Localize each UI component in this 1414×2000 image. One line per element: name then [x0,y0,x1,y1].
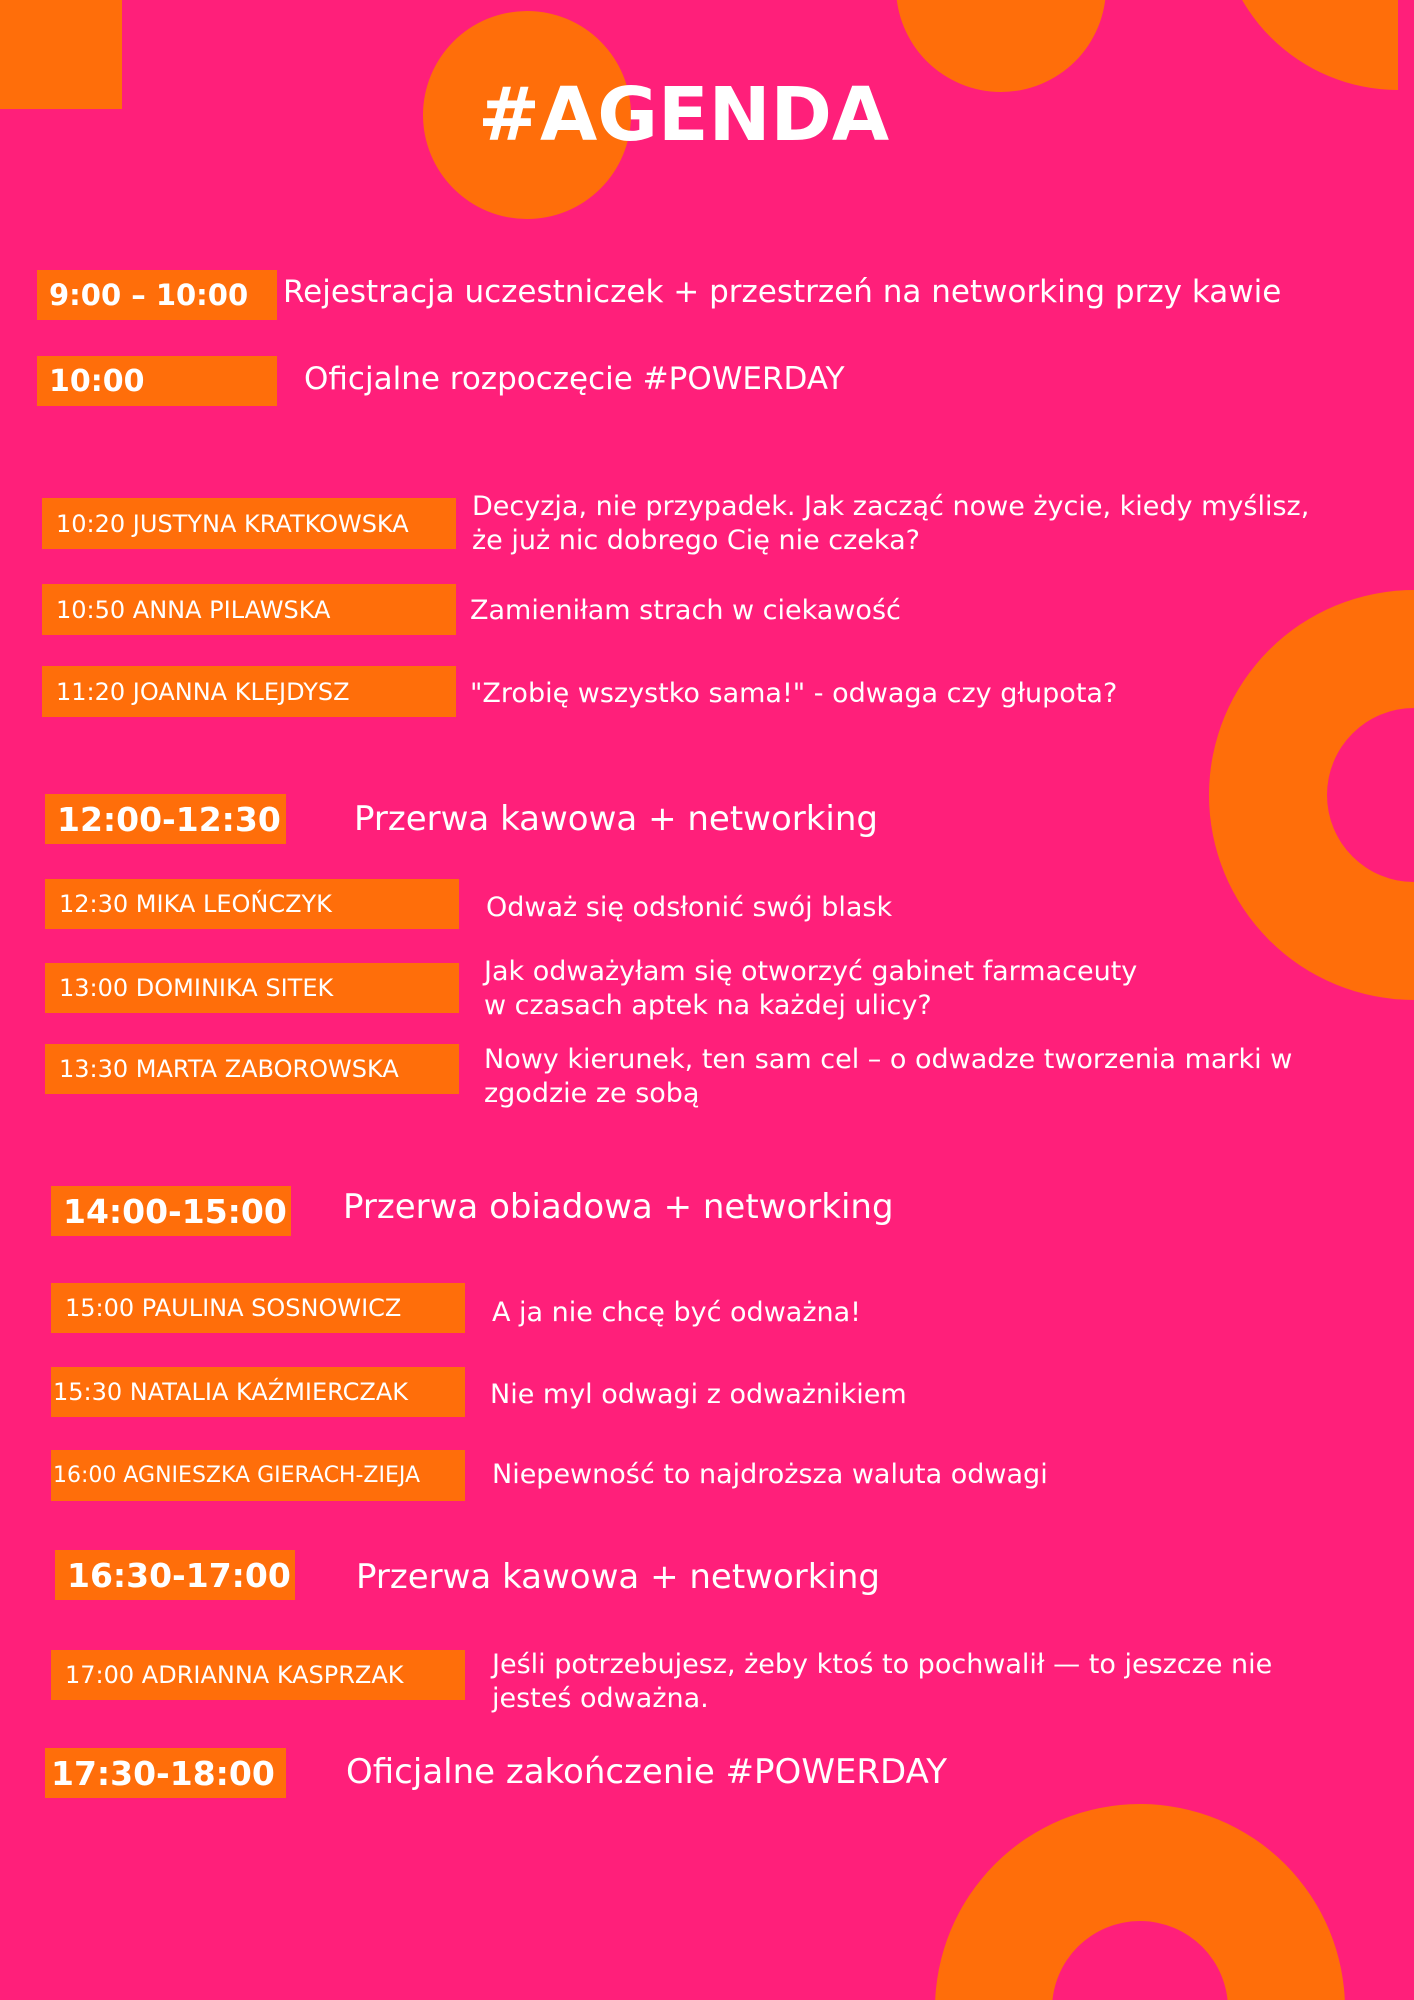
talk-title-line: jesteś odważna. [492,1683,709,1714]
speaker-badge: 10:50 ANNA PILAWSKA [42,584,456,635]
talk-title-line: Zamieniłam strach w ciekawość [470,595,901,626]
time-badge: 17:30-18:00 [45,1748,286,1798]
top-circle-shape [896,0,1106,92]
speaker-badge: 15:00 PAULINA SOSNOWICZ [51,1283,465,1333]
speaker-badge: 16:00 AGNIESZKA GIERACH-ZIEJA [51,1450,465,1501]
talk-title-line: Nowy kierunek, ten sam cel – o odwadze tworzenia marki w [484,1044,1293,1075]
talk-title-line: zgodzie ze sobą [484,1078,700,1109]
talk-title-line: "Zrobię wszystko sama!" - odwaga czy głupota? [470,678,1118,709]
talk-title-line: Niepewność to najdroższa waluta odwagi [492,1459,1048,1490]
talk-title-line: w czasach aptek na każdej ulicy? [484,990,932,1021]
talk-title-line: A ja nie chcę być odważna! [492,1297,861,1328]
agenda-text: Przerwa kawowa + networking [356,1557,881,1597]
talk-title-line: Nie myl odwagi z odważnikiem [490,1379,907,1410]
agenda-text: Rejestracja uczestniczek + przestrzeń na networking przy kawie [283,274,1282,310]
talk-title-line: Jak odważyłam się otworzyć gabinet farmaceuty [484,956,1138,987]
page-title: #AGENDA [478,72,890,158]
agenda-text: Oficjalne rozpoczęcie #POWERDAY [304,361,845,397]
agenda-text: Przerwa obiadowa + networking [343,1187,894,1227]
top-right-quarter-shape [1218,0,1398,90]
agenda-text: Przerwa kawowa + networking [354,799,879,839]
talk-title-line: Decyzja, nie przypadek. Jak zacząć nowe życie, kiedy myślisz, [472,491,1310,522]
time-badge: 12:00-12:30 [45,794,286,844]
time-badge: 16:30-17:00 [55,1550,295,1600]
speaker-badge: 13:00 DOMINIKA SITEK [45,963,459,1013]
talk-title-line: że już nic dobrego Cię nie czeka? [472,525,920,556]
talk-title-line: Jeśli potrzebujesz, żeby ktoś to pochwalił — to jeszcze nie [492,1649,1273,1680]
corner-shape [0,0,122,109]
speaker-badge: 13:30 MARTA ZABOROWSKA [45,1044,459,1094]
speaker-badge: 11:20 JOANNA KLEJDYSZ [42,666,456,717]
time-badge: 10:00 [37,356,277,406]
time-badge: 14:00-15:00 [51,1186,291,1236]
speaker-badge: 17:00 ADRIANNA KASPRZAK [51,1650,465,1700]
speaker-badge: 15:30 NATALIA KAŹMIERCZAK [51,1367,465,1417]
time-badge: 9:00 – 10:00 [37,270,277,320]
talk-title-line: Odważ się odsłonić swój blask [486,892,893,923]
speaker-badge: 10:20 JUSTYNA KRATKOWSKA [42,498,456,549]
speaker-badge: 12:30 MIKA LEOŃCZYK [45,879,459,929]
agenda-text: Oficjalne zakończenie #POWERDAY [346,1752,948,1792]
